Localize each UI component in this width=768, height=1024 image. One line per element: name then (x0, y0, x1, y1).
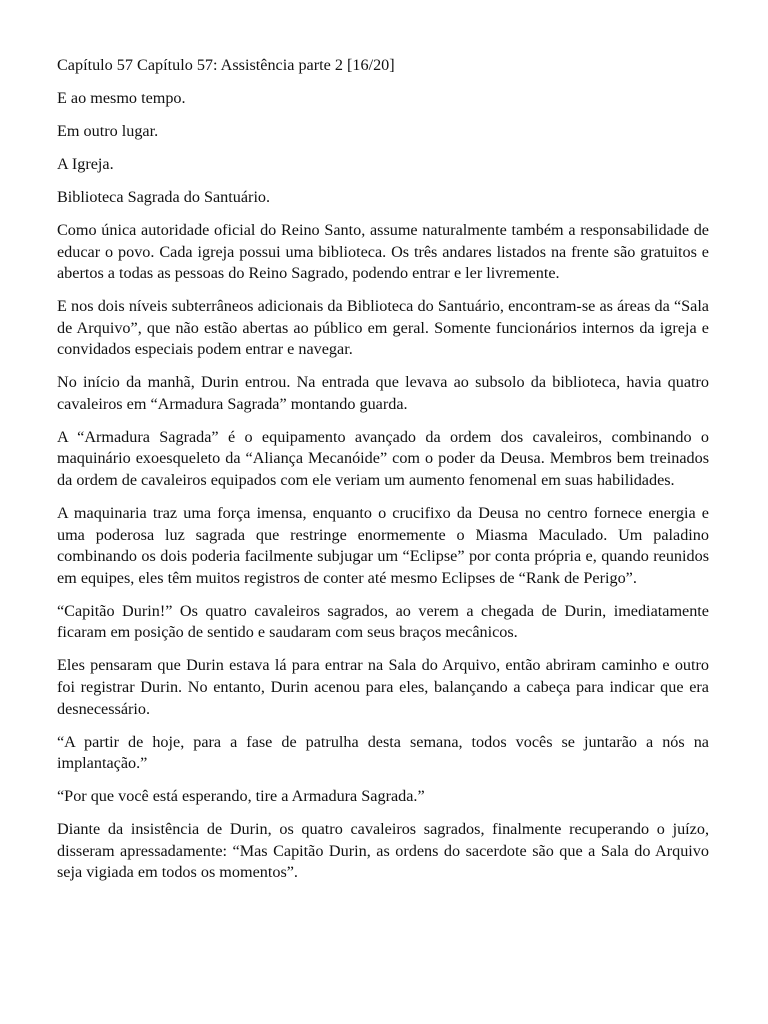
paragraph-2: Em outro lugar. (57, 121, 159, 140)
paragraph-14: Diante da insistência de Durin, os quatro cavaleiros sagrados, finalmente recuperando o juízo, disseram apressadamente: “Mas Capitão Durin, as ordens do sacerdote são que a Sala do Arquivo seja vigiada em todos os momentos”. (57, 820, 709, 882)
paragraph-13: “Por que você está esperando, tire a Armadura Sagrada.” (57, 787, 425, 806)
paragraph-4: Biblioteca Sagrada do Santuário. (57, 187, 271, 206)
paragraph-9: A maquinaria traz uma força imensa, enquanto o crucifixo da Deusa no centro fornece energia e uma poderosa luz sagrada que restringe enormemente o Miasma Maculado. Um paladino combinando os dois poderia facilmente subjugar um “Eclipse” por conta própria e, quando reunidos em equipes, eles têm muitos registros de conter até mesmo Eclipses de “Rank de Perigo”. (57, 504, 709, 587)
paragraph-10: “Capitão Durin!” Os quatro cavaleiros sagrados, ao verem a chegada de Durin, imediatamente ficaram em posição de sentido e saudaram com seus braços mecânicos. (57, 601, 709, 642)
paragraph-11: Eles pensaram que Durin estava lá para entrar na Sala do Arquivo, então abriram caminho e outro foi registrar Durin. No entanto, Durin acenou para eles, balançando a cabeça para indicar que era desnecessário. (57, 656, 709, 718)
paragraph-5: Como única autoridade oficial do Reino Santo, assume naturalmente também a responsabilidade de educar o povo. Cada igreja possui uma biblioteca. Os três andares listados na frente são gratuitos e abertos a todas as pessoas do Reino Sagrado, podendo entrar e ler livremente. (57, 220, 709, 283)
paragraph-8: A “Armadura Sagrada” é o equipamento avançado da ordem dos cavaleiros, combinando o maquinário exoesqueleto da “Aliança Mecanóide” com o poder da Deusa. Membros bem treinados da ordem de cavaleiros equipados com ele veriam um aumento fenomenal em suas habilidades. (57, 427, 709, 490)
paragraph-7: No início da manhã, Durin entrou. Na entrada que levava ao subsolo da biblioteca, havia quatro cavaleiros em “Armadura Sagrada” montando guarda. (57, 373, 709, 413)
paragraph-6: E nos dois níveis subterrâneos adicionais da Biblioteca do Santuário, encontram-se as áreas da “Sala de Arquivo”, que não estão abertas ao público em geral. Somente funcionários internos da igreja e convidados especiais podem entrar e navegar. (57, 297, 709, 359)
chapter-title: Capítulo 57 Capítulo 57: Assistência parte 2 [16/20] (57, 56, 395, 74)
document-page (57, 55, 709, 895)
paragraph-1: E ao mesmo tempo. (57, 88, 186, 107)
paragraph-12: “A partir de hoje, para a fase de patrulha desta semana, todos vocês se juntarão a nós na implantação.” (57, 732, 709, 773)
paragraph-3: A Igreja. (57, 154, 114, 173)
